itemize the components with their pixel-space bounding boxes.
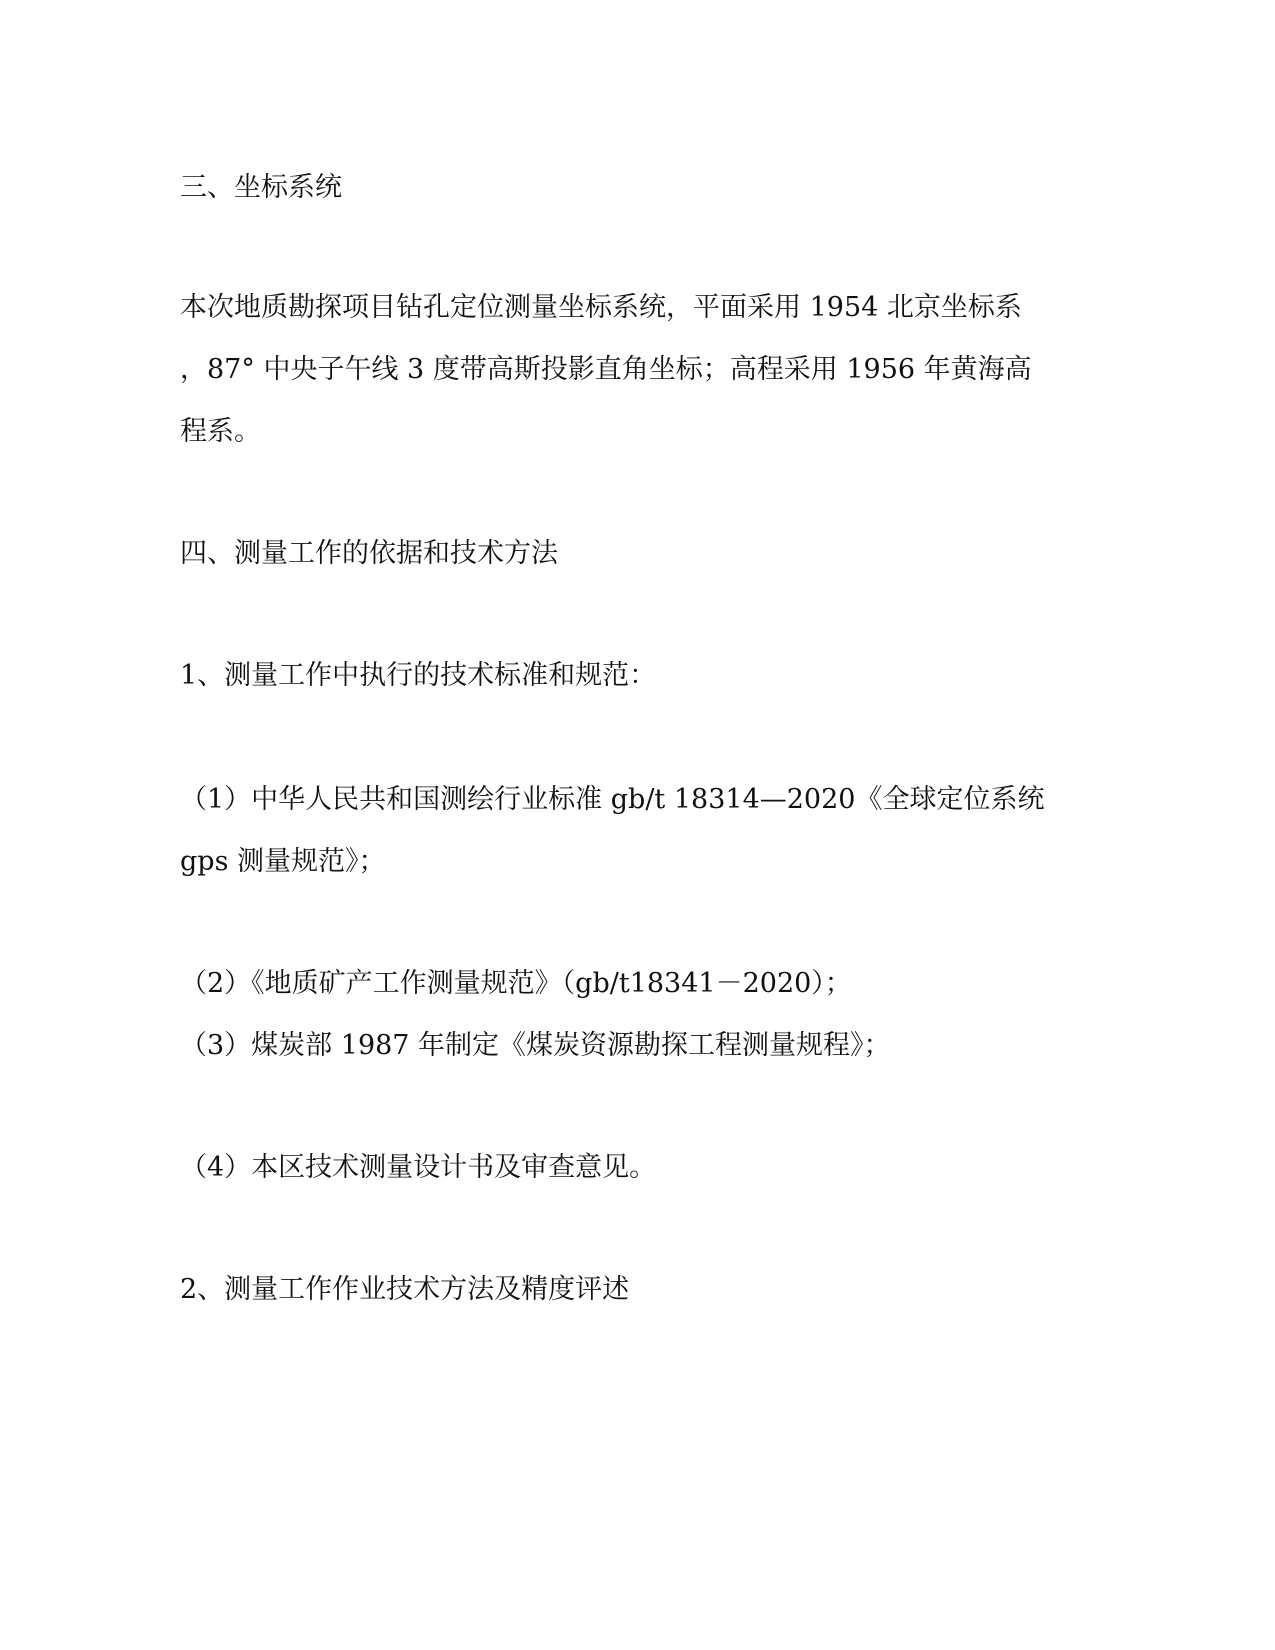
subsection-heading-methods: 2、测量工作作业技术方法及精度评述 <box>180 1274 630 1305</box>
list-item: （1）中华人民共和国测绘行业标准 gb/t 18314—2020《全球定位系统 <box>180 784 1045 815</box>
section-heading-survey-basis: 四、测量工作的依据和技术方法 <box>180 538 558 569</box>
paragraph-line: 程系。 <box>180 416 261 447</box>
list-item: （4）本区技术测量设计书及审查意见。 <box>180 1152 657 1183</box>
list-item: （2）《地质矿产工作测量规范》（gb/t18341－2020）； <box>180 968 852 999</box>
paragraph-line: ，87° 中央子午线 3 度带高斯投影直角坐标；高程采用 1956 年黄海高 <box>180 354 1032 385</box>
section-heading-coordinate-system: 三、坐标系统 <box>180 172 342 203</box>
list-item: （3）煤炭部 1987 年制定《煤炭资源勘探工程测量规程》； <box>180 1030 891 1061</box>
paragraph-line: 本次地质勘探项目钻孔定位测量坐标系统，平面采用 1954 北京坐标系 <box>180 292 1022 323</box>
list-item-continuation: gps 测量规范》； <box>180 846 386 877</box>
subsection-heading-standards: 1、测量工作中执行的技术标准和规范： <box>180 660 657 691</box>
